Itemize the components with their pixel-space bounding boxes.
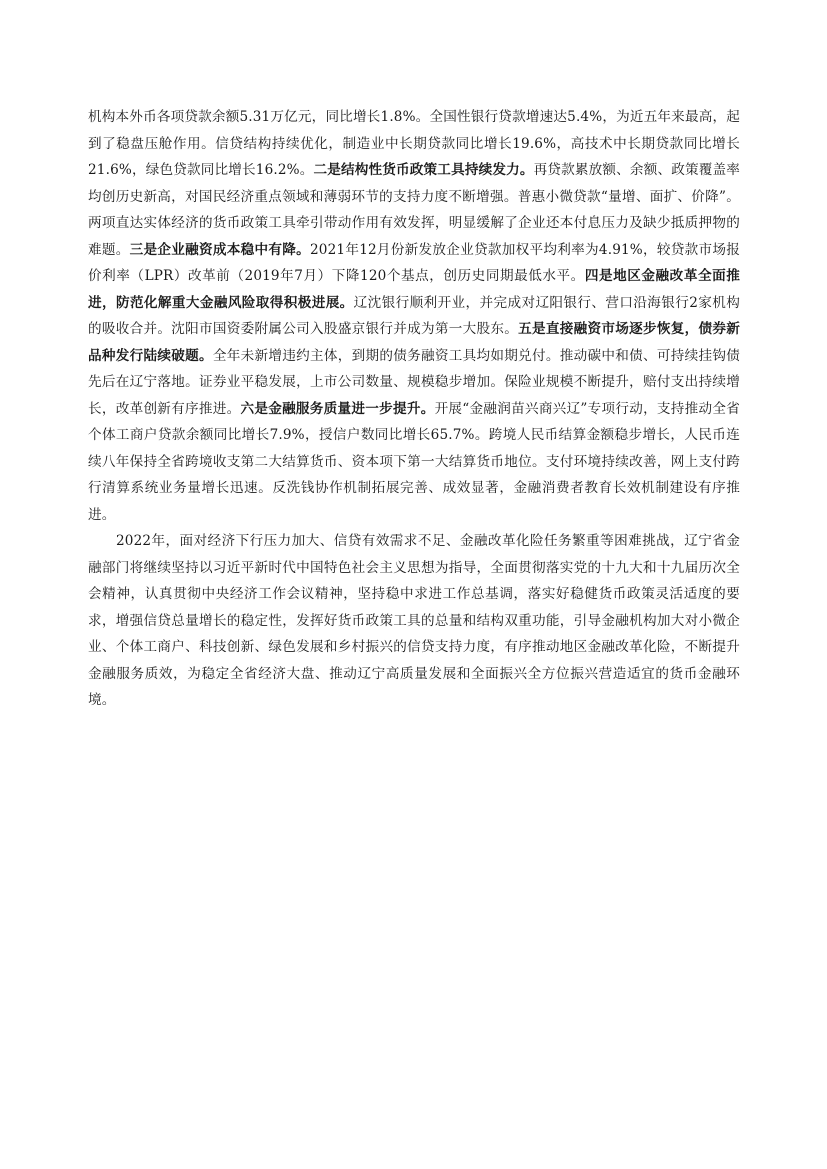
point-4-heading: 四是地区金融改革全面推进，防范化解重大金融风险取得积极进展。 — [88, 268, 740, 311]
para1-text-2: 再贷款累放额、余额、政策覆盖率均创历史新高，对国民经济重点领域和薄弱环节的支持力度不断增强。普惠小微贷款“量增、面扩、价降”。两项直达实体经济的货币政策工具牵引带动作用有效发挥，明显缓解了企业还本付息压力及缺少抵质押物的难题。 — [88, 162, 740, 258]
para1-text-4: 辽沈银行顺利开业，并完成对辽阳银行、营口沿海银行2家机构的吸收合并。沈阳市国资委附属公司入股盛京银行并成为第一大股东。 — [88, 294, 740, 337]
point-6-heading: 六是金融服务质量进一步提升。 — [240, 400, 435, 417]
para1-text-5: 全年未新增违约主体，到期的债务融资工具均如期兑付。推动碳中和债、可持续挂钩债先后在辽宁落地。证券业平稳发展，上市公司数量、规模稳步增加。保险业规模不断提升，赔付支出持续增长，改革创新有序推进。 — [88, 347, 740, 417]
point-5-heading: 五是直接融资市场逐步恢复，债券新品种发行陆续破题。 — [88, 321, 740, 364]
para1-text-6: 开展“金融润苗兴商兴辽”专项行动，支持推动全省个体工商户贷款余额同比增长7.9%，授信户数同比增长65.7%。跨境人民币结算金额稳步增长，人民币连续八年保持全省跨境收支第二大结算货币、资本项下第一大结算货币地位。支付环境持续改善，网上支付跨行清算系统业务量增长迅速。反洗钱协作机制拓展完善、成效显著，金融消费者教育长效机制建设有序推进。 — [88, 400, 740, 523]
para1-text-3: 2021年12月份新发放企业贷款加权平均利率为4.91%，较贷款市场报价利率（LPR）改革前（2019年7月）下降120个基点，创历史同期最低水平。 — [88, 241, 740, 284]
paragraph-1 — [88, 104, 740, 528]
paragraph-2: 2022年，面对经济下行压力加大、信贷有效需求不足、金融改革化险任务繁重等困难挑战，辽宁省金融部门将继续坚持以习近平新时代中国特色社会主义思想为指导，全面贯彻落实党的十九大和十九届历次全会精神，认真贯彻中央经济工作会议精神，坚持稳中求进工作总基调，落实好稳健货币政策灵活适度的要求，增强信贷总量增长的稳定性，发挥好货币政策工具的总量和结构双重功能，引导金融机构加大对小微企业、个体工商户、科技创新、绿色发展和乡村振兴的信贷支持力度，有序推动地区金融改革化险，不断提升金融服务质效，为稳定全省经济大盘、推动辽宁高质量发展和全面振兴全方位振兴营造适宜的货币金融环境。 — [88, 533, 740, 708]
para1-text-1: 机构本外币各项贷款余额5.31万亿元，同比增长1.8%。全国性银行贷款增速达5.4%，为近五年来最高，起到了稳盘压舱作用。信贷结构持续优化，制造业中长期贷款同比增长19.6%，高技术中长期贷款同比增长21.6%，绿色贷款同比增长16.2%。 — [88, 109, 740, 178]
document-page — [88, 104, 740, 714]
point-2-heading: 二是结构性货币政策工具持续发力。 — [313, 162, 534, 178]
point-3-heading: 三是企业融资成本稳中有降。 — [129, 241, 310, 258]
